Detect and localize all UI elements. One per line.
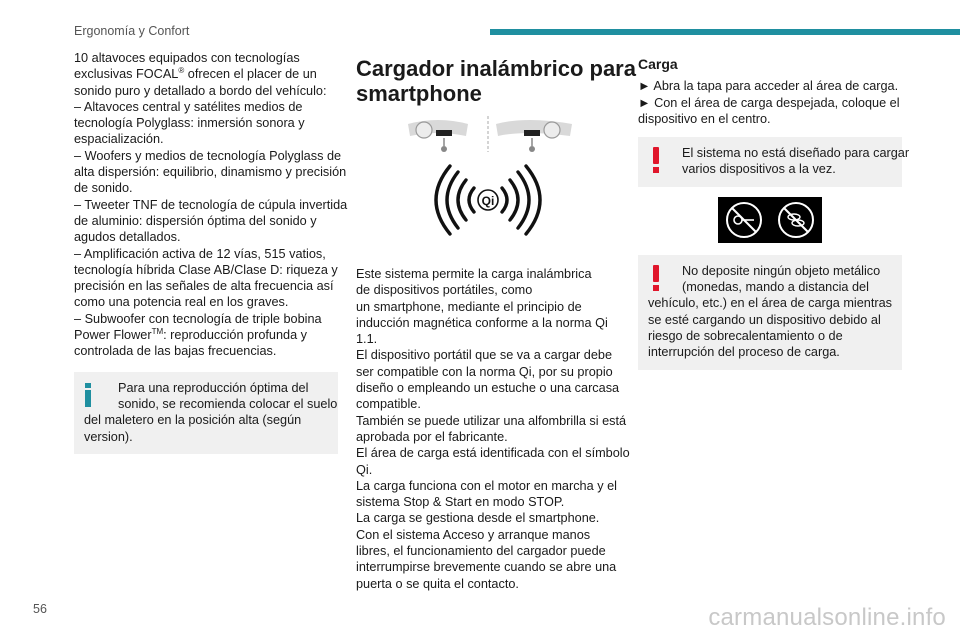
title-line: Cargador inalámbrico para [356, 56, 636, 81]
page-number: 56 [33, 602, 47, 616]
text-fragment: ofrecen el placer de un [184, 67, 317, 82]
steering-wheel-illustrations [356, 116, 620, 156]
text-line: sistema Stop & Start en modo STOP. [356, 495, 565, 510]
text-line: de dispositivos portátiles, como [356, 283, 533, 298]
text-line: Este sistema permite la carga inalámbrica [356, 267, 592, 281]
text-line: tecnología Polyglass: inmersión sonora y [74, 116, 305, 131]
warning-line: se esté cargando un dispositivo debido al [648, 312, 881, 327]
qi-label: Qi [481, 194, 495, 208]
warning-line: riesgo de sobrecalentamiento o de [648, 328, 843, 343]
text-line: – Woofers y medios de tecnología Polyglass de [74, 148, 342, 163]
text-line: 1.1. [356, 332, 378, 347]
steering-wheel-diagram [356, 116, 620, 156]
text-fragment: Power Flower [74, 328, 152, 343]
text-line: – Subwoofer con tecnología de triple bobina [74, 311, 322, 326]
text-line: de aluminio: dispersión óptima del sonido y [74, 213, 317, 228]
text-line: Con el sistema Acceso y arranque manos [356, 527, 591, 542]
text-line: inducción magnética conforme a la norma Qi [356, 315, 608, 330]
step-line: ► Con el área de carga despejada, coloque el [638, 95, 900, 110]
title-line: smartphone [356, 81, 482, 106]
header-accent-bar [490, 29, 960, 35]
text-fragment: exclusivas FOCAL [74, 67, 179, 82]
text-line: – Amplificación activa de 12 vías, 515 vatios, [74, 246, 326, 261]
text-line: precisión en las señales de alta frecuencia así [74, 279, 334, 294]
warning-line: varios dispositivos a la vez. [682, 162, 836, 177]
qi-symbol [356, 164, 620, 244]
charger-description [356, 266, 630, 592]
text-line: También se puede utilizar una alfombrilla si está [356, 413, 627, 428]
text-line: diseño o empleando un estuche o una carcasa [356, 381, 620, 396]
charging-steps [638, 78, 902, 127]
warning-line: El sistema no está diseñado para cargar [682, 146, 910, 161]
trademark-mark: TM [151, 326, 164, 336]
charging-title: Carga [638, 56, 678, 72]
text-line [74, 327, 338, 343]
page-header-label: Ergonomía y Confort [74, 24, 190, 38]
text-line: un smartphone, mediante el principio de [356, 299, 582, 314]
warning-icon [653, 265, 660, 291]
text-line: alta dispersión: equilibrio, dinamismo y precisión [74, 165, 347, 180]
text-line: controlada de las bajas frecuencias. [74, 344, 277, 359]
warning-note-metal-objects [638, 255, 902, 370]
audio-description [74, 50, 348, 360]
text-line: como una potencia real en los graves. [74, 295, 289, 310]
note-line: del maletero en la posición alta (según [84, 413, 302, 428]
text-line: puerta o se quita el contacto. [356, 576, 519, 591]
note-line: version). [84, 429, 133, 444]
text-line: espacialización. [74, 132, 164, 147]
text-line: La carga funciona con el motor en marcha y el [356, 478, 617, 493]
warning-line: vehículo, etc.) en el área de carga mientras [648, 296, 893, 311]
registered-mark: ® [178, 66, 185, 76]
info-icon [84, 383, 92, 407]
column-audio [74, 50, 348, 454]
text-line: libres, el funcionamiento del cargador puede [356, 544, 606, 559]
text-line: agudos detallados. [74, 230, 181, 245]
text-line: Qi. [356, 462, 373, 477]
text-line: El área de carga está identificada con el símbolo [356, 446, 630, 461]
text-line: aprobada por el fabricante. [356, 429, 508, 444]
text-line: de sonido. [74, 181, 133, 196]
text-line: 10 altavoces equipados con tecnologías [74, 51, 300, 65]
text-line: La carga se gestiona desde el smartphone. [356, 511, 600, 526]
warning-line: (monedas, mando a distancia del [682, 280, 869, 295]
text-line: El dispositivo portátil que se va a cargar debe [356, 348, 613, 363]
text-line: interrumpirse brevemente cuando se abre una [356, 560, 617, 575]
text-line: sonido puro y detallado a bordo del vehículo: [74, 83, 327, 98]
prohibited-objects-illustration [718, 197, 902, 245]
text-line: – Altavoces central y satélites medios de [74, 99, 303, 114]
note-line: Para una reproducción óptima del [118, 380, 309, 395]
column-charging [638, 56, 910, 370]
no-keys-no-coins-icon [718, 197, 822, 243]
note-line: sonido, se recomienda colocar el suelo [118, 396, 338, 411]
warning-line: No deposite ningún objeto metálico [682, 263, 881, 278]
warning-icon [653, 147, 660, 173]
text-line: ser compatible con la norma Qi, por su propio [356, 364, 613, 379]
text-line: compatible. [356, 397, 421, 412]
text-line [74, 66, 338, 82]
watermark: carmanualsonline.info [708, 604, 946, 631]
text-line: tecnología híbrida Clase AB/Clase D: riqueza y [74, 262, 338, 277]
text-line: – Tweeter TNF de tecnología de cúpula invertida [74, 197, 348, 212]
step-line: ► Abra la tapa para acceder al área de carga. [638, 79, 899, 94]
warning-line: interrupción del proceso de carga. [648, 345, 840, 360]
qi-wireless-icon [356, 164, 620, 244]
warning-note-single-device [638, 137, 910, 187]
section-title [356, 56, 636, 106]
column-wireless-charger [356, 56, 636, 592]
right-hand-drive-icon [496, 120, 572, 152]
step-line: dispositivo en el centro. [638, 111, 771, 126]
info-note [74, 372, 338, 454]
text-fragment: : reproducción profunda y [163, 328, 308, 343]
left-hand-drive-icon [408, 120, 468, 152]
